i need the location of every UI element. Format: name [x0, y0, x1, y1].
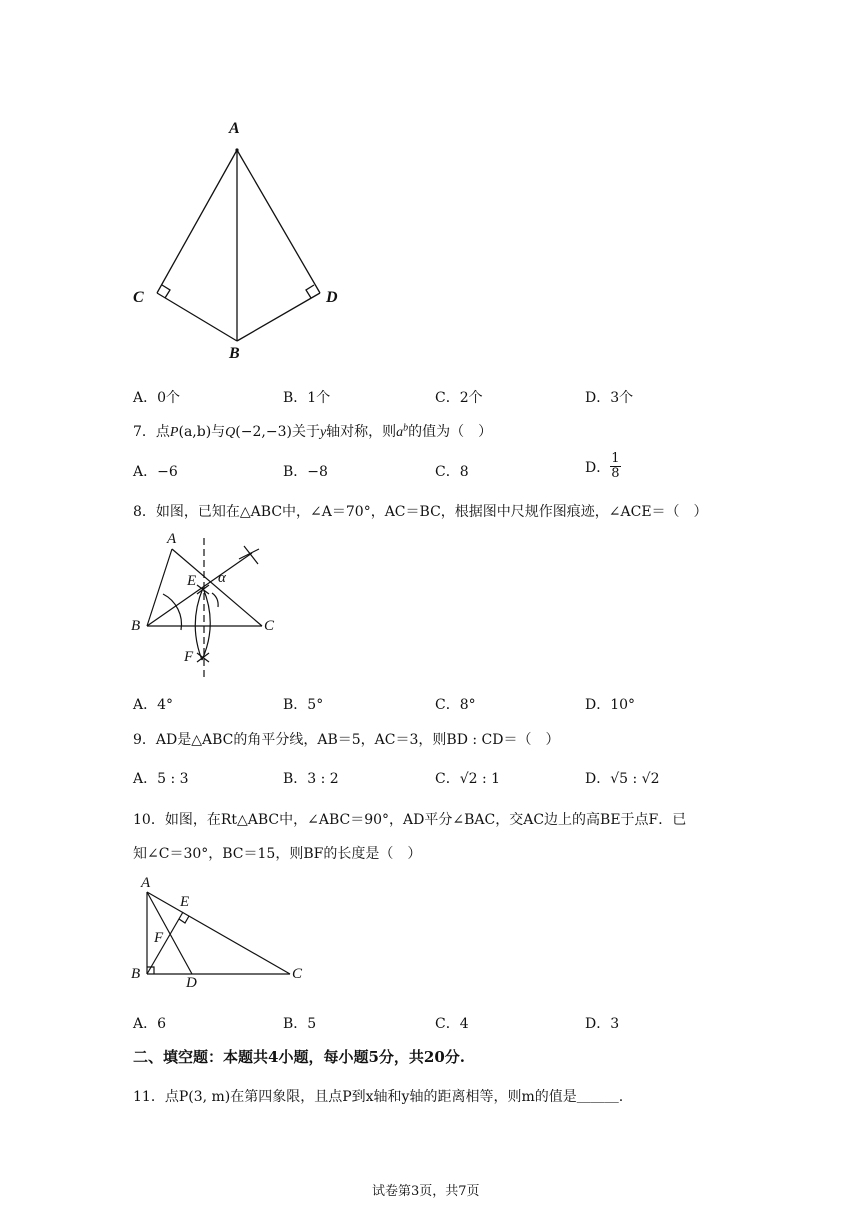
fig8-label-A: A	[167, 531, 177, 547]
q9-option-d[interactable]: D．√5 : √2	[585, 771, 660, 787]
q9-question: 9．AD是△ABC的角平分线，AB＝5，AC＝3，则BD : CD＝（ ）	[133, 732, 560, 748]
q6-option-b[interactable]: B．1个	[283, 390, 331, 406]
q10-question-line1: 10．如图，在Rt△ABC中，∠ABC＝90°，AD平分∠BAC，交AC边上的高BE于点F．已	[133, 812, 687, 828]
fig8-label-C: C	[264, 618, 275, 634]
fig6-label-B: B	[229, 345, 240, 362]
q8-option-a[interactable]: A．4°	[133, 697, 174, 713]
fig8-label-F: F	[184, 649, 194, 665]
fig10-label-D: D	[186, 975, 197, 991]
fig8-label-alpha: α	[218, 570, 226, 586]
page-footer: 试卷第3页，共7页	[372, 1184, 480, 1199]
q7-option-c[interactable]: C．8	[435, 464, 469, 480]
q8-option-d[interactable]: D．10°	[585, 697, 636, 713]
q10-option-d[interactable]: D．3	[585, 1016, 620, 1032]
q6-option-c[interactable]: C．2个	[435, 390, 483, 406]
q6-option-d[interactable]: D．3个	[585, 390, 634, 406]
segment-BE	[147, 912, 183, 974]
q8-option-b[interactable]: B．5°	[283, 697, 324, 713]
fig10-label-C: C	[292, 966, 303, 982]
q9-option-b[interactable]: B．3 : 2	[283, 771, 339, 787]
fig10-label-F: F	[154, 930, 164, 946]
q6-option-a[interactable]: A．0个	[133, 390, 181, 406]
segment-AC	[147, 892, 290, 974]
q7-option-a[interactable]: A．−6	[133, 464, 178, 480]
fig6-label-A: A	[229, 120, 240, 137]
fig8-label-E: E	[187, 573, 197, 589]
q9-option-a[interactable]: A．5 : 3	[133, 771, 189, 787]
q8-option-c[interactable]: C．8°	[435, 697, 476, 713]
fig10-label-B: B	[131, 966, 141, 982]
fig10-label-E: E	[180, 894, 190, 910]
fig8-label-B: B	[131, 618, 141, 634]
section-2-title: 二、填空题：本题共4小题，每小题5分，共20分.	[133, 1048, 465, 1066]
q8-question: 8．如图，已知在△ABC中，∠A＝70°，AC＝BC，根据图中尺规作图痕迹，∠ACE＝（ ）	[133, 504, 708, 520]
fig6-label-C: C	[133, 289, 144, 306]
q7-question: 7．点P(a,b)与Q(−2,−3)关于y轴对称，则$a^b$的值为（ ）	[133, 422, 493, 440]
q10-option-c[interactable]: C．4	[435, 1016, 469, 1032]
q11-question: 11．点P(3, m)在第四象限，且点P到x轴和y轴的距离相等，则m的值是＿＿＿.	[133, 1089, 624, 1105]
q9-option-c[interactable]: C．√2 : 1	[435, 771, 501, 787]
q10-option-a[interactable]: A．6	[133, 1016, 167, 1032]
fig10-label-A: A	[141, 875, 151, 891]
q7-option-b[interactable]: B．−8	[283, 464, 328, 480]
q10-question-line2: 知∠C＝30°，BC＝15，则BF的长度是（ ）	[133, 846, 422, 862]
q7-option-d[interactable]: D． $\frac{1}{8}$	[585, 451, 620, 482]
q10-option-b[interactable]: B．5	[283, 1016, 317, 1032]
fig6-label-D: D	[326, 289, 338, 306]
